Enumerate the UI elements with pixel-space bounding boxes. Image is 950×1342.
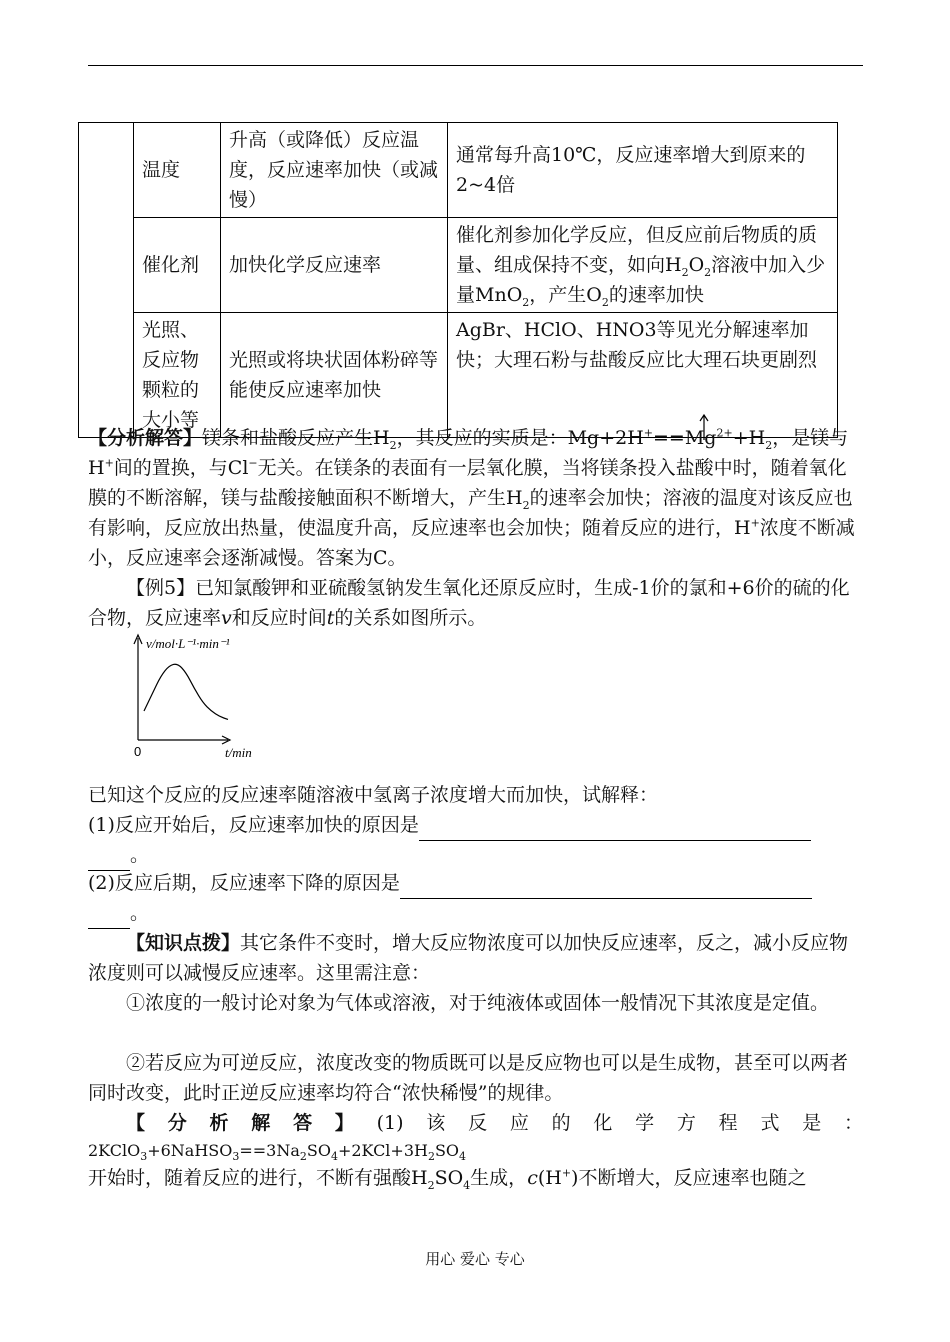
note-cell: 催化剂参加化学反应，但反应前后物质的质量、组成保持不变，如向$H_2O_2$溶液中加入少量MnO$_2$，产生$O_2$的速率加快 xyxy=(448,218,838,313)
effect-cell: 加快化学反应速率 xyxy=(221,218,448,313)
question-2-cont: 。 xyxy=(88,898,863,929)
factors-table xyxy=(78,122,838,438)
page-footer: 用心 爱心 专心 xyxy=(425,1250,525,1268)
knowledge-point-2: ②若反应为可逆反应，浓度改变的物质既可以是反应物也可以是生成物，甚至可以两者同时改变，此时正逆反应速率均符合“浓快稀慢”的规律。 xyxy=(88,1052,849,1104)
analysis-paragraph-2: 【分析解答】(1)该反应的化学方程式是： xyxy=(126,1112,863,1134)
analysis-paragraph-2-cont: 开始时，随着反应的进行，不断有强酸$H_2SO_4$生成，c(H+)不断增大，反应速率也随之 xyxy=(88,1166,807,1192)
question-1: (1)反应开始后，反应速率加快的原因是 xyxy=(88,810,863,841)
example5-paragraph: 【例5】已知氯酸钾和亚硫酸氢钠发生氧化还原反应时，生成-1价的氯和+6价的硫的化合物，反应速率v和反应时间t的关系如图所示。 xyxy=(88,577,850,629)
answer-blank-2[interactable] xyxy=(400,868,812,899)
effect-cell: 升高（或降低）反应温度，反应速率加快（或减慢） xyxy=(221,123,448,218)
table-blank-column xyxy=(79,123,134,438)
question-1-cont: 。 xyxy=(88,840,863,871)
factor-cell: 温度 xyxy=(134,123,221,218)
question-2: (2)反应后期，反应速率下降的原因是 xyxy=(88,868,863,899)
rate-curve-series xyxy=(144,664,228,719)
table-row xyxy=(79,313,838,438)
x-axis-label: t/min xyxy=(225,745,252,760)
y-axis-label: v/mol·L⁻¹·min⁻¹ xyxy=(146,636,230,651)
header-rule xyxy=(88,65,863,66)
effect-cell: 光照或将块状固体粉碎等能使反应速率加快 xyxy=(221,313,448,438)
rate-time-chart xyxy=(128,630,278,762)
table-row xyxy=(79,123,838,218)
note-cell: 通常每升高10℃，反应速率增大到原来的2~4倍 xyxy=(448,123,838,218)
analysis-paragraph-1: 【分析解答】镁条和盐酸反应产生$H_2$，其反应的实质是：$Mg+2H^+==Mg^{2+}+H_2$，是镁与H+间的置换，与Cl−无关。在镁条的表面有一层氧化膜，当将镁条投入盐酸中时，随着氧化膜的不断溶解，镁与盐酸接触面积不断增大，产生$H_2$的速率会加快；溶液的温度对该反应也有影响，反应放出热量，使温度升高，反应速率也会加快；随着反应的进行，H+浓度不断减小，反应速率会逐渐减慢。答案为C。 xyxy=(88,426,855,569)
origin-label: 0 xyxy=(134,744,142,759)
answer-blank-1[interactable] xyxy=(419,810,811,841)
factor-cell: 光照、反应物颗粒的大小等 xyxy=(134,313,221,438)
question-intro: 已知这个反应的反应速率随溶液中氢离子浓度增大而加快，试解释： xyxy=(88,784,659,806)
answer-blank-2b[interactable] xyxy=(88,898,130,929)
chemical-equation: $2KClO_3+6NaHSO_3==3Na_2SO_4+2KCl+3H_2SO_4$ xyxy=(88,1141,467,1164)
answer-blank-1b[interactable] xyxy=(88,840,130,871)
note-cell: AgBr、HClO、HNO3等见光分解速率加快；大理石粉与盐酸反应比大理石块更剧烈 xyxy=(448,313,838,438)
knowledge-paragraph: 【知识点拨】其它条件不变时，增大反应物浓度可以加快反应速率，反之，减小反应物浓度则可以减慢反应速率。这里需注意： xyxy=(88,932,849,984)
factor-cell: 催化剂 xyxy=(134,218,221,313)
knowledge-point-1: ①浓度的一般讨论对象为气体或溶液，对于纯液体或固体一般情况下其浓度是定值。 xyxy=(126,992,830,1014)
table-row xyxy=(79,218,838,313)
